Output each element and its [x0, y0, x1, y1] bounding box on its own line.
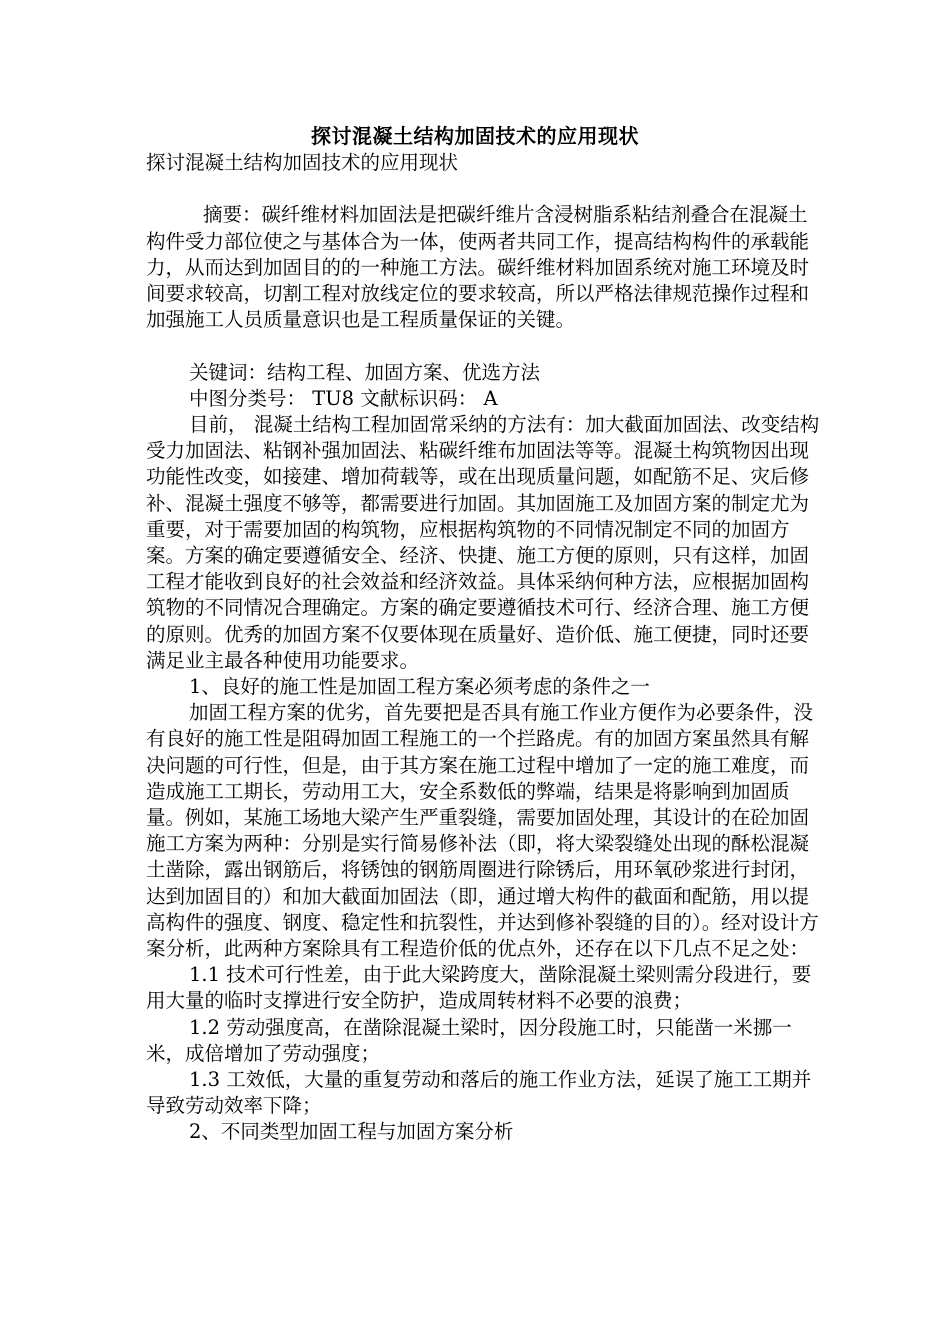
document-title: 探讨混凝土结构加固技术的应用现状 — [311, 124, 639, 148]
document-subtitle: 探讨混凝土结构加固技术的应用现状 — [146, 151, 459, 174]
section-1-heading: 1、良好的施工性是加固工程方案必须考虑的条件之一 — [189, 675, 650, 699]
section-1-paragraph: 加固工程方案的优劣，首先要把是否具有施工作业方便作为必要条件，没有良好的施工性是阻碍加固工程施工的一个拦路虎。有的加固方案虽然具有解决问题的可行性，但是，由于其方案在施工过程中增加了一定的施工难度，而造成施工工期长，劳动用工大，安全系数低的弊端，结果是将影响到加固质量。例如，某施工场地大梁产生严重裂缝，需要加固处理，其设计的在砼加固施工方案为两种：分别是实行简易修补法（即，将大梁裂缝处出现的酥松混凝土凿除，露出钢筋后，将锈蚀的钢筋周圈进行除锈后，用环氧砂浆进行封闭，达到加固目的）和加大截面加固法（即，通过增大构件的截面和配筋，用以提高构件的强度、钢度、稳定性和抗裂性，并达到修补裂缝的目的）。经对设计方案分析，此两种方案除具有工程造价低的优点外，还存在以下几点不足之处： — [146, 701, 819, 961]
abstract-paragraph: 摘要：碳纤维材料加固法是把碳纤维片含浸树脂系粘结剂叠合在混凝土构件受力部位使之与基体合为一体，使两者共同工作，提高结构构件的承载能力，从而达到加固目的的一种施工方法。碳纤维材料加固系统对施工环境及时间要求较高，切割工程对放线定位的要求较高，所以严格法律规范操作过程和加强施工人员质量意识也是工程质量保证的关键。 — [146, 203, 810, 332]
section-2-heading: 2、不同类型加固工程与加固方案分析 — [189, 1120, 514, 1144]
list-item-1-1: 1.1 技术可行性差，由于此大梁跨度大，凿除混凝土梁则需分段进行，要用大量的临时支撑进行安全防护，造成周转材料不必要的浪费； — [146, 963, 812, 1013]
document-body — [146, 150, 826, 1146]
blank-line — [146, 176, 826, 202]
list-item-1-3: 1.3 工效低，大量的重复劳动和落后的施工作业方法，延误了施工工期并导致劳动效率下降； — [146, 1068, 812, 1118]
intro-paragraph: 目前， 混凝土结构工程加固常采纳的方法有：加大截面加固法、改变结构受力加固法、粘钢补强加固法、粘碳纤维布加固法等等。混凝土构筑物因出现功能性改变，如接建、增加荷载等，或在出现质量问题，如配筋不足、灾后修补、混凝土强度不够等，都需要进行加固。其加固施工及加固方案的制定尤为重要，对于需要加固的构筑物，应根据构筑物的不同情况制定不同的加固方案。方案的确定要遵循安全、经济、快捷、施工方便的原则，只有这样，加固工程才能收到良好的社会效益和经济效益。具体采纳何种方法，应根据加固构筑物的不同情况合理确定。方案的确定要遵循技术可行、经济合理、施工方便的原则。优秀的加固方案不仅要体现在质量好、造价低、施工便捷，同时还要满足业主最各种使用功能要求。 — [146, 413, 820, 672]
classification-line: 中图分类号： TU8 文献标识码： A — [189, 386, 498, 410]
keywords-line: 关键词：结构工程、加固方案、优选方法 — [189, 360, 541, 384]
blank-line — [146, 333, 826, 359]
list-item-1-2: 1.2 劳动强度高，在凿除混凝土梁时，因分段施工时，只能凿一米挪一米，成倍增加了劳动强度； — [146, 1015, 792, 1065]
